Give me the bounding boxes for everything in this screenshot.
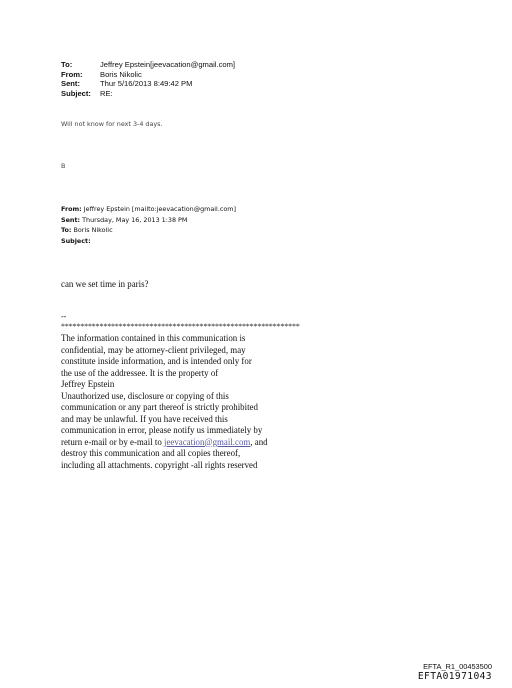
- disclaimer-line: destroy this communication and all copies thereof,: [61, 448, 241, 458]
- quoted-header: [61, 204, 236, 246]
- quoted-sent-row: [61, 215, 236, 226]
- separator-stars: **************************************************************: [61, 322, 300, 331]
- quoted-from-label: From:: [61, 205, 82, 213]
- disclaimer-line: confidential, may be attorney-client privileged, may: [61, 344, 246, 355]
- quoted-to-label: To:: [61, 226, 72, 235]
- disclaimer-line: including all attachments. copyright -all rights reserved: [61, 459, 258, 470]
- disclaimer-line: the use of the addressee. It is the property of: [61, 367, 219, 378]
- quoted-body: can we set time in paris?: [61, 279, 149, 289]
- quoted-to-value: Boris Nikolic: [73, 226, 113, 235]
- from-value: Boris Nikolic: [100, 69, 142, 79]
- header-sent-row: [61, 79, 235, 89]
- disclaimer-line: communication in error, please notify us immediately by: [61, 425, 263, 435]
- document-id-small: EFTA_R1_00453500: [423, 662, 492, 671]
- quoted-sent-value: Thursday, May 16, 2013 1:38 PM: [82, 215, 188, 224]
- to-value: Jeffrey Epstein[jeevacation@gmail.com]: [100, 60, 236, 69]
- subject-label: Subject:: [61, 88, 91, 98]
- sent-value: Thur 5/16/2013 8:49:42 PM: [100, 79, 193, 89]
- to-label: To:: [61, 60, 73, 69]
- disclaimer-line: The information contained in this communication is: [61, 333, 246, 343]
- quoted-from-row: [61, 204, 236, 215]
- from-label: From:: [61, 69, 83, 79]
- quoted-to-row: [61, 225, 236, 236]
- reply-signature: B: [61, 162, 66, 170]
- header-to-row: [61, 60, 235, 70]
- disclaimer-line: Unauthorized use, disclosure or copying of this: [61, 390, 229, 401]
- disclaimer-line: and may be unlawful. If you have received this: [61, 413, 228, 424]
- header-from-row: [61, 70, 235, 80]
- disclaimer-text: return e-mail or by e-mail to: [61, 436, 165, 447]
- quoted-from-value: Jeffrey Epstein [mailto:jeevacation@gmail.com]: [83, 205, 237, 213]
- sent-label: Sent:: [61, 79, 80, 89]
- confidentiality-disclaimer: [61, 333, 268, 471]
- disclaimer-line: Jeffrey Epstein: [61, 379, 115, 389]
- quoted-subject-label: Subject:: [61, 236, 91, 245]
- disclaimer-line: communication or any part thereof is strictly prohibited: [61, 402, 258, 412]
- reply-body: Will not know for next 3-4 days.: [61, 120, 163, 128]
- quoted-sent-label: Sent:: [61, 215, 81, 224]
- disclaimer-line: constitute inside information, and is intended only for: [61, 356, 252, 366]
- quoted-subject-row: [61, 236, 236, 247]
- disclaimer-text: , and: [250, 436, 268, 447]
- email-link[interactable]: jeevacation@gmail.com: [164, 436, 251, 447]
- email-header: [61, 60, 235, 98]
- separator-dashes: --: [61, 312, 67, 321]
- subject-value: RE:: [100, 88, 113, 98]
- document-id-large: EFTA01971043: [417, 671, 492, 682]
- disclaimer-line-with-link: [61, 437, 268, 449]
- header-subject-row: [61, 89, 235, 99]
